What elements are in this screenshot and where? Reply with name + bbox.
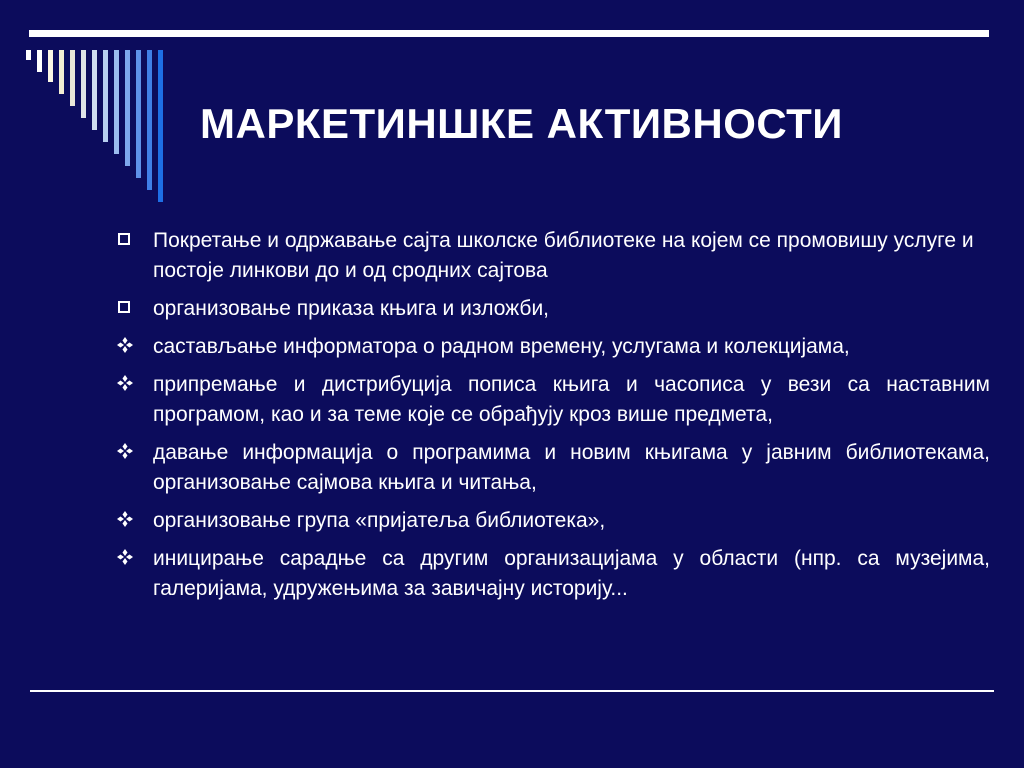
list-item [116, 438, 990, 498]
stripe [48, 50, 53, 82]
stripe [114, 50, 119, 154]
list-item-text: састављање информатора о радном времену, услугама и колекцијама, [153, 335, 850, 358]
four-diamond-icon [116, 438, 153, 468]
stripe [125, 50, 130, 166]
list-item [116, 506, 990, 536]
stripe [92, 50, 97, 130]
stripe [103, 50, 108, 142]
list-item [116, 226, 990, 286]
bottom-divider [30, 690, 994, 692]
stripe [81, 50, 86, 118]
stripe [70, 50, 75, 106]
four-diamond-icon [116, 544, 153, 574]
list-item-text: припремање и дистрибуција пописа књига и часописа у вези са наставним програмом, као и за теме које се обрађују кроз више предмета, [153, 373, 990, 426]
decorative-stripes [0, 0, 200, 220]
stripe [37, 50, 42, 72]
four-diamond-icon [116, 506, 153, 536]
list-item [116, 370, 990, 430]
stripe [147, 50, 152, 190]
stripe [59, 50, 64, 94]
hollow-square-icon [116, 294, 153, 324]
list-item-text: давање информација о програмима и новим књигама у јавним библиотекама, организовање сајмова књига и читања, [153, 441, 990, 494]
hollow-square-icon [116, 226, 153, 256]
stripe [26, 50, 31, 60]
list-item-text: организовање група «пријатеља библиотека», [153, 509, 606, 532]
stripe [136, 50, 141, 178]
list-item-text: иницирање сарадње са другим организацијама у области (нпр. са музејима, галеријама, удружењима за завичајну историју... [153, 547, 990, 600]
stripe [158, 50, 163, 202]
list-item-text: организовање приказа књига и изложби, [153, 297, 550, 320]
list-item [116, 544, 990, 604]
slide-title: МАРКЕТИНШКЕ АКТИВНОСТИ [200, 100, 843, 147]
four-diamond-icon [116, 370, 153, 400]
list-item [116, 332, 990, 362]
four-diamond-icon [116, 332, 153, 362]
bullet-list [116, 226, 990, 612]
list-item-text: Покретање и одржавање сајта школске библиотеке на којем се промовишу услуге и постоје линкови до и од сродних сајтова [153, 229, 974, 282]
list-item [116, 294, 990, 324]
